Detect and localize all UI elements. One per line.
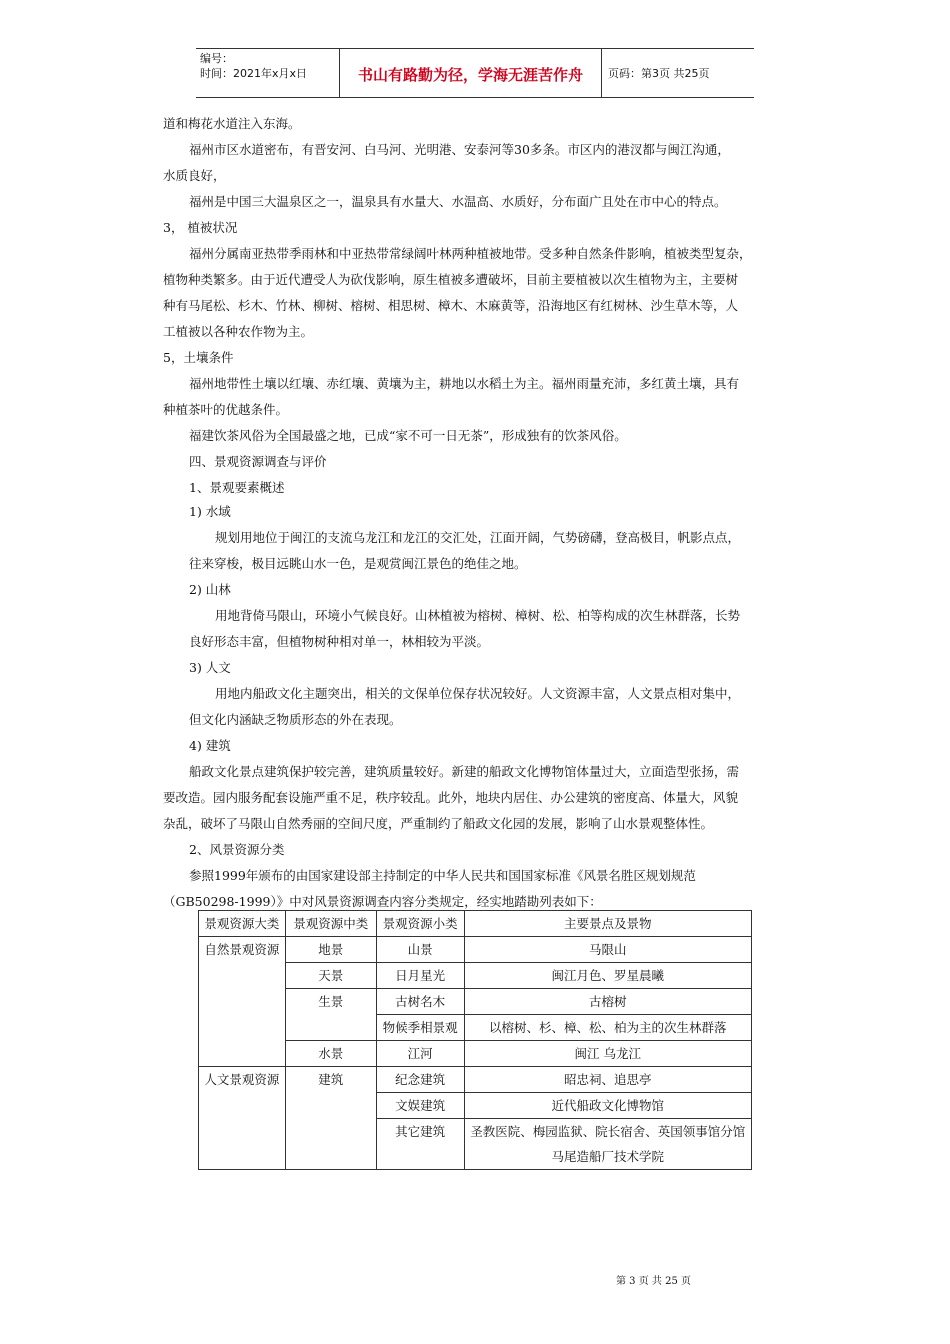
body-line: 良好形态丰富，但植物树种相对单一，林相较为平淡。 [189,634,490,649]
table-cell [464,1119,751,1170]
subsection-heading: 4) 建筑 [189,738,231,753]
body-line: 福州地带性土壤以红壤、赤红壤、黄壤为主，耕地以水稻土为主。福州雨量充沛，多红黄土壤，具有 [189,376,740,391]
header-page-number: 页码：第3页 共25页 [608,67,710,80]
code-label: 编号： [200,52,233,65]
body-line: 福州市区水道密布，有晋安河、白马河、光明港、安泰河等30多条。市区内的港汊都与闽江沟通， [189,142,730,157]
table-cell: 昭忠祠、追思亭 [464,1067,751,1093]
table-cell: 纪念建筑 [376,1067,464,1093]
body-line: 要改造。园内服务配套设施严重不足，秩序较乱。此外，地块内居住、办公建筑的密度高、体量大，风貌 [163,790,739,805]
cell-text: 马尾造船厂技术学院 [551,1149,665,1164]
table-cell: 人文景观资源 [199,1067,286,1170]
table-cell: 闽江月色、罗星晨曦 [464,963,751,989]
page-header [196,48,754,98]
table-cell: 古榕树 [464,989,751,1015]
body-line: 杂乱，破坏了马限山自然秀丽的空间尺度，严重制约了船政文化园的发展，影响了山水景观整体性。 [163,816,714,831]
body-line: 但文化内涵缺乏物质形态的外在表现。 [189,712,402,727]
body-line: 植物种类繁多。由于近代遭受人为砍伐影响，原生植被多遭破坏，目前主要植被以次生植物为主，主要树 [163,272,739,287]
body-line: 水质良好， [163,168,226,183]
cell-text: 圣教医院、梅园监狱、院长宿舍、英国领事馆分馆 [470,1124,746,1139]
body-line: 福州是中国三大温泉区之一，温泉具有水量大、水温高、水质好，分布面广且处在市中心的特点。 [189,194,727,209]
table-cell: 马限山 [464,937,751,963]
body-line: 福州分属南亚热带季雨林和中亚热带常绿阔叶林两种植被地带。受多种自然条件影响，植被类型复杂， [189,246,752,261]
table-cell: 生景 [285,989,376,1041]
table-cell: 天景 [285,963,376,989]
body-line: 往来穿梭，极目远眺山水一色，是观赏闽江景色的绝佳之地。 [189,556,527,571]
date-label: 时间：2021年x月x日 [200,67,308,80]
table-cell: 物候季相景观 [376,1015,464,1041]
table-cell: 水景 [285,1041,376,1067]
section-heading: 1、景观要素概述 [189,480,285,495]
body-line: 规划用地位于闽江的支流乌龙江和龙江的交汇处，江面开阔，气势磅礴，登高极目，帆影点点， [215,530,741,545]
body-line: （GB50298-1999）》中对风景资源调查内容分类规定，经实地踏勘列表如下： [163,894,602,909]
section-heading: 5，土壤条件 [163,350,234,365]
body-line: 种植茶叶的优越条件。 [163,402,289,417]
table-cell: 闽江 乌龙江 [464,1041,751,1067]
table-cell: 山景 [376,937,464,963]
section-heading: 3， 植被状况 [163,220,238,235]
subsection-heading: 2) 山林 [189,582,231,597]
header-motto: 书山有路勤为径，学海无涯苦作舟 [357,66,583,84]
table-cell: 以榕树、杉、樟、松、柏为主的次生林群落 [464,1015,751,1041]
page-footer: 第 3 页 共 25 页 [616,1276,691,1287]
table-row [199,1067,752,1093]
header-divider [601,49,602,97]
subsection-heading: 3) 人文 [189,660,231,675]
resource-table [198,910,752,1170]
table-header-row [199,911,752,937]
table-cell: 江河 [376,1041,464,1067]
body-line: 道和梅花水道注入东海。 [163,116,301,131]
table-cell: 其它建筑 [376,1119,464,1170]
table-header-cell: 景观资源中类 [285,911,376,937]
table-cell: 自然景观资源 [199,937,286,1067]
body-line: 工植被以各种农作物为主。 [163,324,314,339]
table-header-cell: 主要景点及景物 [464,911,751,937]
table-header-cell: 景观资源大类 [199,911,286,937]
table-header-cell: 景观资源小类 [376,911,464,937]
table-cell: 日月星光 [376,963,464,989]
body-line: 参照1999年颁布的由国家建设部主持制定的中华人民共和国国家标准《风景名胜区规划规范 [189,868,696,883]
table-cell: 古树名木 [376,989,464,1015]
table-cell: 地景 [285,937,376,963]
body-line: 福建饮茶风俗为全国最盛之地，已成“家不可一日无茶”，形成独有的饮茶风俗。 [189,428,627,443]
subsection-heading: 1) 水域 [189,504,231,519]
body-line: 种有马尾松、杉木、竹林、柳树、榕树、相思树、樟木、木麻黄等，沿海地区有红树林、沙生草木等，人 [163,298,739,313]
table-cell: 建筑 [285,1067,376,1170]
body-line: 船政文化景点建筑保护较完善，建筑质量较好。新建的船政文化博物馆体量过大，立面造型张扬，需 [189,764,740,779]
header-meta [200,51,338,81]
section-heading: 2、风景资源分类 [189,842,285,857]
body-line: 用地内船政文化主题突出，相关的文保单位保存状况较好。人文资源丰富，人文景点相对集中， [215,686,741,701]
table-cell: 近代船政文化博物馆 [464,1093,751,1119]
table-row [199,937,752,963]
table-cell: 文娱建筑 [376,1093,464,1119]
body-line: 用地背倚马限山，环境小气候良好。山林植被为榕树、樟树、松、柏等构成的次生林群落，长势 [215,608,741,623]
section-heading: 四、景观资源调查与评价 [189,454,327,469]
